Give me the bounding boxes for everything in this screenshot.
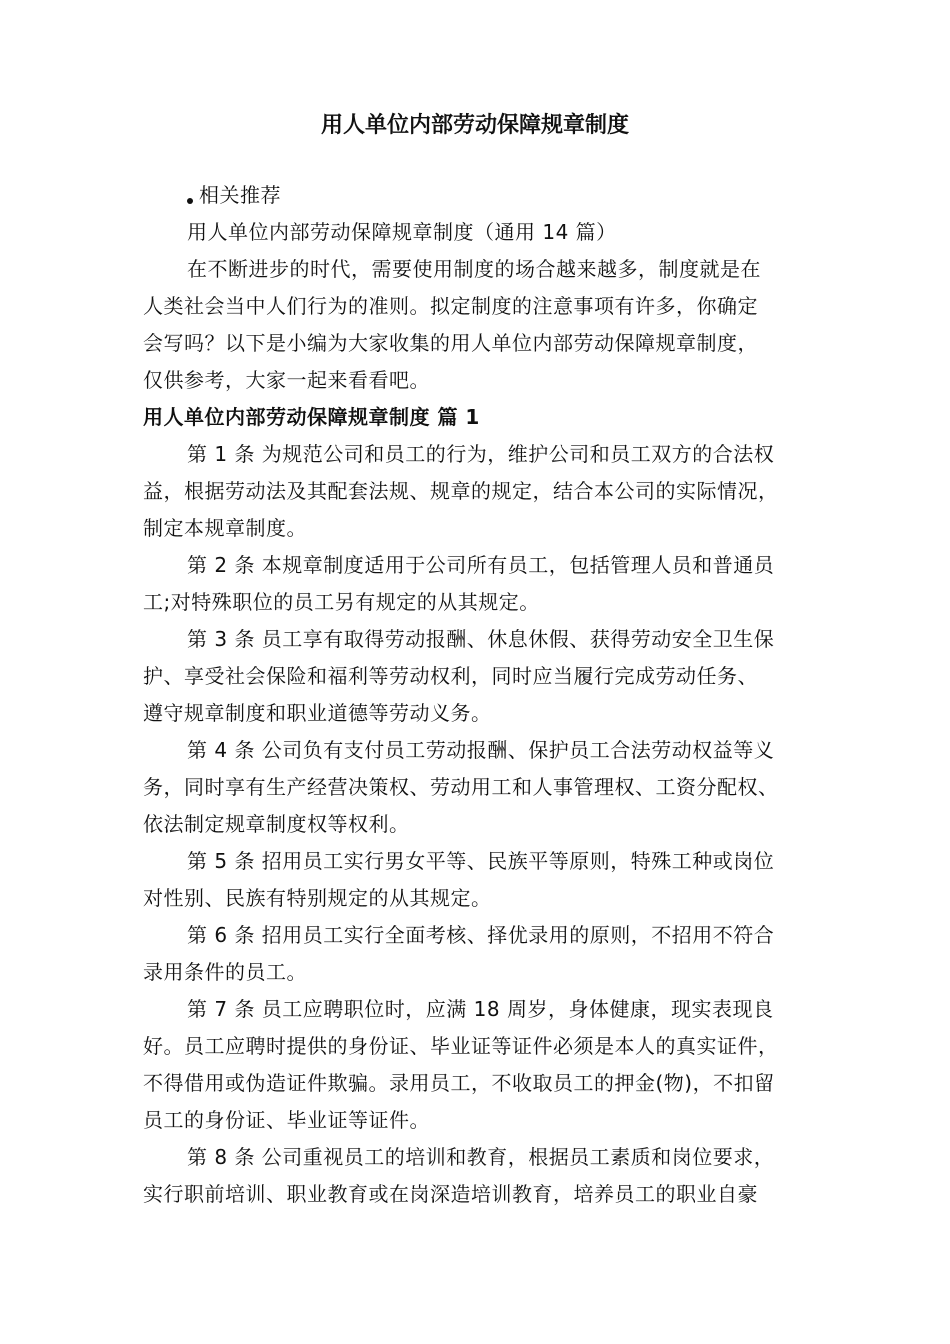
text-line: 益，根据劳动法及其配套法规、规章的规定，结合本公司的实际情况， bbox=[143, 479, 779, 503]
bullet-icon bbox=[187, 198, 193, 204]
text-line: 第 5 条 招用员工实行男女平等、民族平等原则，特殊工种或岗位 bbox=[187, 849, 775, 873]
text-line: 工;对特殊职位的员工另有规定的从其规定。 bbox=[143, 590, 540, 614]
text-line: 制定本规章制度。 bbox=[143, 516, 307, 540]
text-line: 遵守规章制度和职业道德等劳动义务。 bbox=[143, 701, 492, 725]
text-line: 用人单位内部劳动保障规章制度（通用 14 篇） bbox=[187, 220, 617, 244]
document-lines bbox=[143, 214, 833, 1213]
text-line: 第 2 条 本规章制度适用于公司所有员工，包括管理人员和普通员 bbox=[187, 553, 775, 577]
text-line: 第 7 条 员工应聘职位时，应满 18 周岁，身体健康，现实表现良 bbox=[187, 997, 774, 1021]
text-line: 务，同时享有生产经营决策权、劳动用工和人事管理权、工资分配权、 bbox=[143, 775, 779, 799]
text-line: 好。员工应聘时提供的身份证、毕业证等证件必须是本人的真实证件， bbox=[143, 1034, 779, 1058]
text-line: 依法制定规章制度权等权利。 bbox=[143, 812, 410, 836]
text-line: 实行职前培训、职业教育或在岗深造培训教育，培养员工的职业自豪 bbox=[143, 1182, 758, 1206]
text-line: 第 6 条 招用员工实行全面考核、择优录用的原则，不招用不符合 bbox=[187, 923, 775, 947]
text-line: 护、享受社会保险和福利等劳动权利，同时应当履行完成劳动任务、 bbox=[143, 664, 758, 688]
text-line: 在不断进步的时代，需要使用制度的场合越来越多，制度就是在 bbox=[187, 257, 761, 281]
text-line: 第 1 条 为规范公司和员工的行为，维护公司和员工双方的合法权 bbox=[187, 442, 775, 466]
document-title: 用人单位内部劳动保障规章制度 bbox=[320, 113, 629, 138]
text-line: 第 8 条 公司重视员工的培训和教育，根据员工素质和岗位要求， bbox=[187, 1145, 775, 1169]
text-line: 不得借用或伪造证件欺骗。录用员工，不收取员工的押金(物)，不扣留 bbox=[143, 1071, 775, 1095]
text-line: 对性别、民族有特别规定的从其规定。 bbox=[143, 886, 492, 910]
section-heading: 用人单位内部劳动保障规章制度 篇 1 bbox=[143, 405, 480, 429]
text-line: 员工的身份证、毕业证等证件。 bbox=[143, 1108, 430, 1132]
recommend-label: 相关推荐 bbox=[199, 183, 281, 207]
text-line: 仅供参考，大家一起来看看吧。 bbox=[143, 368, 430, 392]
document-body bbox=[143, 177, 833, 1213]
recommend-heading bbox=[143, 177, 833, 214]
text-line: 人类社会当中人们行为的准则。拟定制度的注意事项有许多，你确定 bbox=[143, 294, 758, 318]
text-line: 第 3 条 员工享有取得劳动报酬、休息休假、获得劳动安全卫生保 bbox=[187, 627, 775, 651]
text-line: 会写吗？以下是小编为大家收集的用人单位内部劳动保障规章制度， bbox=[143, 331, 758, 355]
text-line: 第 4 条 公司负有支付员工劳动报酬、保护员工合法劳动权益等义 bbox=[187, 738, 775, 762]
text-line: 录用条件的员工。 bbox=[143, 960, 307, 984]
